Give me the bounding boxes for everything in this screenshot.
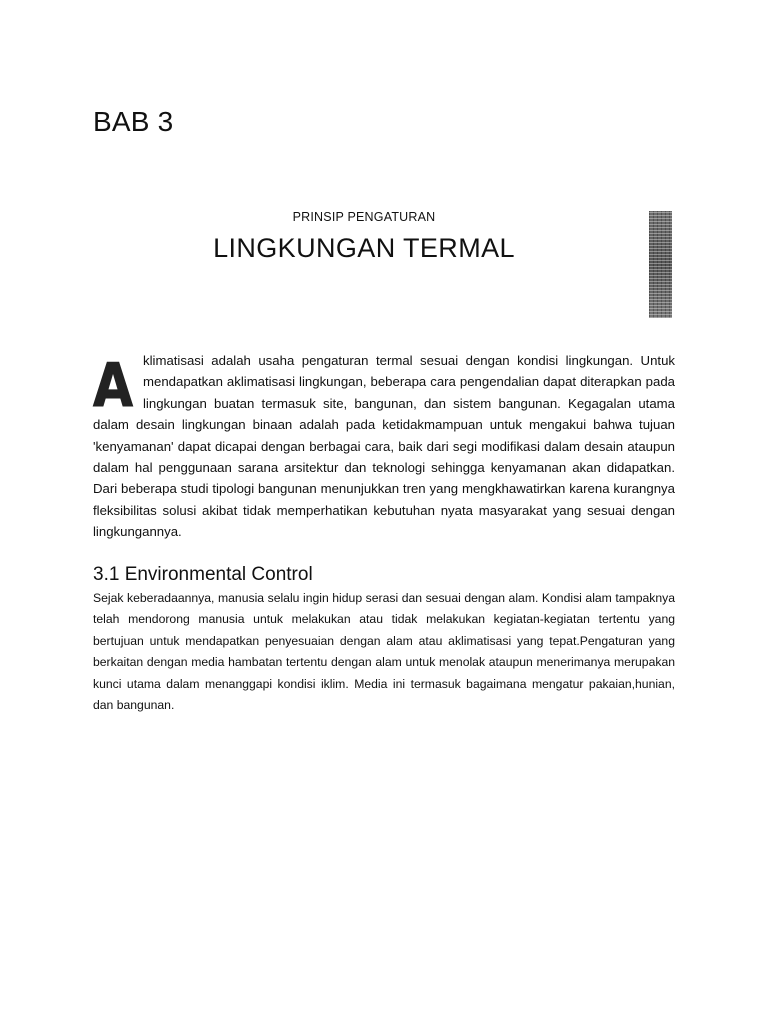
section-heading: 3.1 Environmental Control — [93, 564, 313, 585]
intro-text: klimatisasi adalah usaha pengaturan termal sesuai dengan kondisi lingkungan. Untuk mendapatkan aklimatisasi lingkungan, beberapa cara pengendalian dapat diterapkan pada lingkungan buatan termasuk site, bangunan, dan sistem bangunan. Kegagalan utama dalam desain lingkungan binaan adalah pada ketidakmampuan untuk mengakui bahwa tujuan 'kenyamanan' dapat dicapai dengan berbagai cara, baik dari segi modifikasi dalam desain ataupun dalam hal penggunaan sarana arsitektur dan teknologi sehingga kenyamanan akan didapatkan. Dari beberapa studi tipologi bangunan menunjukkan tren yang mengkhawatirkan karena kurangnya fleksibilitas solusi akibat tidak memperhatikan kebutuhan nyata masyarakat yang sesuai dengan lingkungannya. — [93, 353, 675, 540]
drop-cap-letter: A — [93, 351, 134, 421]
chapter-title: LINGKUNGAN TERMAL — [213, 233, 515, 263]
drop-cap-glyph — [93, 351, 134, 421]
intro-paragraph — [93, 350, 675, 543]
chapter-subtitle: PRINSIP PENGATURAN — [292, 210, 436, 224]
decorative-bar-image — [649, 211, 672, 318]
section-paragraph: Sejak keberadaannya, manusia selalu ingin hidup serasi dan sesuai dengan alam. Kondisi alam tampaknya telah mendorong manusia untuk melakukan atau tidak melakukan kegiatan-kegiatan tertentu yang bertujuan untuk mendapatkan penyesuaian dengan alam atau aklimatisasi yang tepat.Pengaturan yang berkaitan dengan media hambatan tertentu dengan alam untuk menolak ataupun menerimanya merupakan kunci utama dalam menanggapi kondisi iklim. Media ini termasuk bagaimana mengatur pakaian,hunian, dan bangunan. — [93, 591, 675, 713]
chapter-label: BAB 3 — [93, 106, 174, 137]
drop-cap — [93, 351, 134, 421]
